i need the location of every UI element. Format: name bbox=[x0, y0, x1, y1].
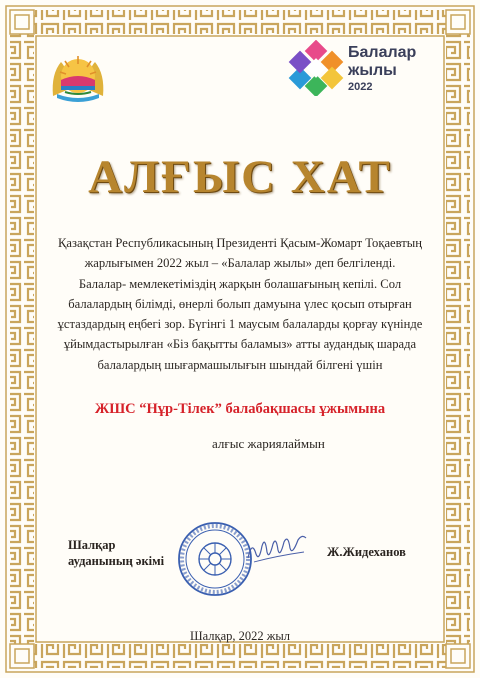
logo-year: 2022 bbox=[348, 81, 373, 93]
body-line: Қазақстан Республикасының Президенті Қасым-Жомарт Тоқаевтың bbox=[58, 236, 422, 250]
logo-wordmark bbox=[348, 45, 416, 93]
recipient-name: ЖШС “Нұр-Тілек” балабақшасы ұжымына bbox=[94, 401, 386, 417]
body-line: ұйымдастырылған «Біз бақытты баламыз» атты аудандық шарада bbox=[63, 337, 417, 352]
signatory-title bbox=[68, 537, 164, 569]
children-year-logo bbox=[288, 40, 448, 104]
flower-logo-icon bbox=[288, 40, 344, 96]
logo-line-1: Балалар bbox=[348, 44, 417, 61]
signatory-line-2: ауданының әкімі bbox=[68, 554, 165, 568]
body-line: балалардың білімді, өнерлі болып дамуына үлес қосып отырған bbox=[68, 296, 412, 311]
signatory-line-1: Шалқар bbox=[68, 538, 116, 552]
thanks-text: алғыс жариялаймын bbox=[212, 436, 325, 451]
handwritten-signature bbox=[246, 532, 308, 566]
body-line: Балалар- мемлекетіміздің жарқын болашағының кепілі. Сол bbox=[78, 276, 402, 291]
body-line: ұстаздардың еңбегі зор. Бүгінгі 1 маусым балаларды қорғау күнінде bbox=[57, 317, 423, 332]
footer-place-year: Шалқар, 2022 жыл bbox=[189, 629, 291, 643]
official-stamp-icon bbox=[177, 521, 253, 597]
signatory-name: Ж.Жидеханов bbox=[327, 545, 406, 559]
body-line: балалардың шығармашылығын шындай білгені үшін bbox=[97, 357, 383, 372]
body-text bbox=[48, 233, 432, 375]
logo-line-2: жылы bbox=[348, 62, 397, 79]
body-line: жарлығымен 2022 жыл – «Балалар жылы» деп белгіленді. bbox=[84, 256, 396, 271]
regional-emblem-icon bbox=[47, 50, 109, 108]
certificate-title: АЛҒЫС ХАТ bbox=[88, 151, 392, 203]
